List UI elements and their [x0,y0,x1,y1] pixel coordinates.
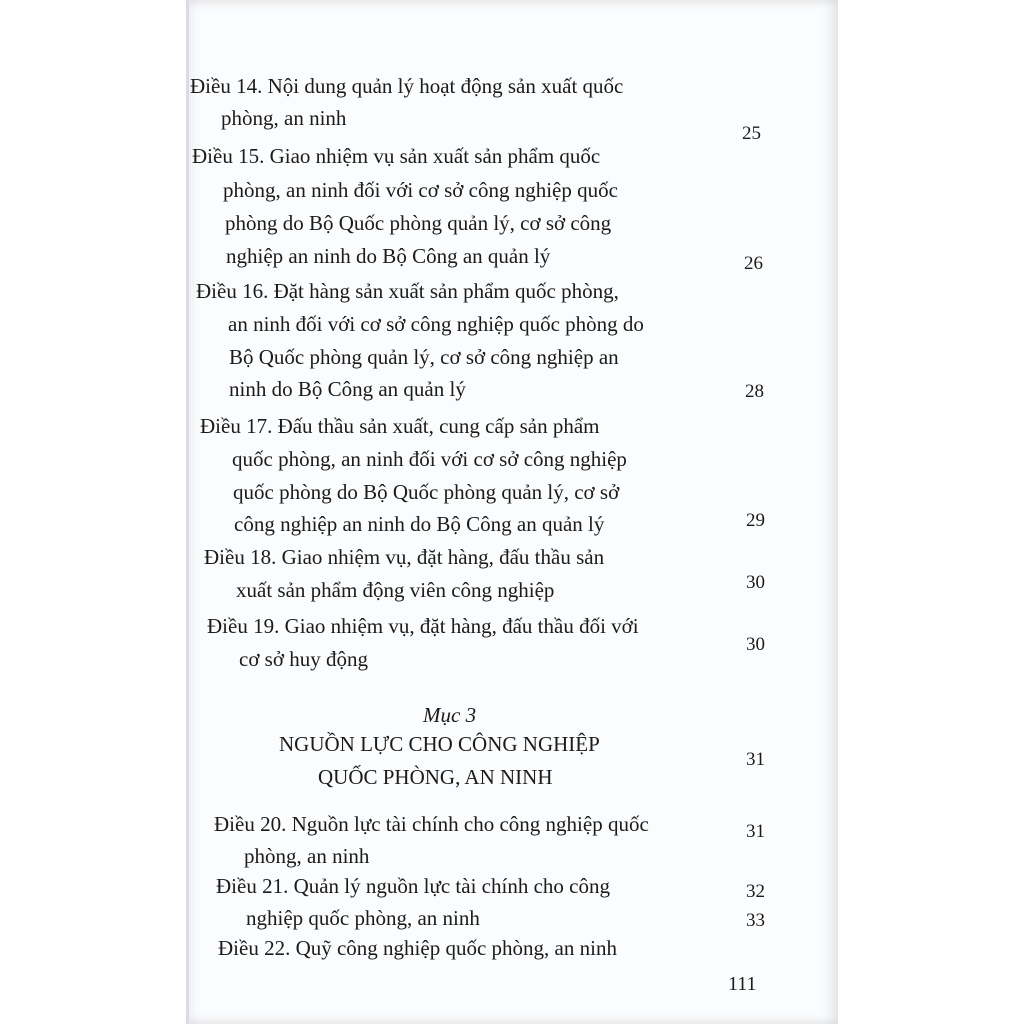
toc-entry-18-page: 30 [746,572,765,593]
page-edge [186,0,189,1024]
toc-entry-16-line-3: Bộ Quốc phòng quản lý, cơ sở công nghiệp an [229,345,619,369]
toc-entry-16-page: 28 [745,381,764,402]
toc-entry-15-line-2: phòng, an ninh đối với cơ sở công nghiệp quốc [223,178,618,202]
toc-entry-17-line-1: Điều 17. Đấu thầu sản xuất, cung cấp sản phẩm [200,414,600,438]
toc-entry-16-line-4: ninh do Bộ Công an quản lý [229,377,466,401]
toc-entry-19-page: 30 [746,634,765,655]
section-page: 31 [746,749,765,770]
toc-entry-18-line-2: xuất sản phẩm động viên công nghiệp [236,578,555,602]
toc-entry-17-line-4: công nghiệp an ninh do Bộ Công an quản lý [234,512,605,536]
toc-entry-21-page: 32 [746,881,765,902]
page-number: 111 [728,973,757,995]
toc-entry-21-line-2: nghiệp quốc phòng, an ninh [246,906,480,930]
toc-entry-18-line-1: Điều 18. Giao nhiệm vụ, đặt hàng, đấu thầu sản [204,545,605,569]
toc-entry-16-line-2: an ninh đối với cơ sở công nghiệp quốc phòng do [228,312,644,336]
toc-entry-21-line-1: Điều 21. Quản lý nguồn lực tài chính cho công [216,874,610,898]
toc-entry-17-page: 29 [746,510,765,531]
toc-entry-15-line-3: phòng do Bộ Quốc phòng quản lý, cơ sở công [225,211,612,235]
toc-entry-14-page: 25 [742,123,761,144]
section-label: Mục 3 [423,703,477,727]
toc-entry-19-line-1: Điều 19. Giao nhiệm vụ, đặt hàng, đấu thầu đối với [207,614,639,638]
toc-entry-16-line-1: Điều 16. Đặt hàng sản xuất sản phẩm quốc phòng, [196,279,619,303]
toc-entry-22-line-1: Điều 22. Quỹ công nghiệp quốc phòng, an ninh [218,936,617,960]
section-title-line-2: QUỐC PHÒNG, AN NINH [318,765,553,789]
toc-entry-17-line-2: quốc phòng, an ninh đối với cơ sở công nghiệp [232,447,627,471]
section-title-line-1: NGUỒN LỰC CHO CÔNG NGHIỆP [279,732,600,756]
toc-entry-14-line-2: phòng, an ninh [221,106,347,130]
toc-entry-15-line-4: nghiệp an ninh do Bộ Công an quản lý [226,244,551,268]
toc-entry-22-page: 33 [746,910,765,931]
toc-entry-20-page: 31 [746,821,765,842]
toc-entry-20-line-1: Điều 20. Nguồn lực tài chính cho công nghiệp quốc [214,812,649,836]
toc-entry-19-line-2: cơ sở huy động [239,647,368,671]
toc-entry-17-line-3: quốc phòng do Bộ Quốc phòng quản lý, cơ sở [233,480,620,504]
toc-entry-15-page: 26 [744,253,763,274]
toc-entry-15-line-1: Điều 15. Giao nhiệm vụ sản xuất sản phẩm quốc [192,144,601,168]
toc-entry-20-line-2: phòng, an ninh [244,844,370,868]
toc-entry-14-line-1: Điều 14. Nội dung quản lý hoạt động sản xuất quốc [190,74,624,98]
